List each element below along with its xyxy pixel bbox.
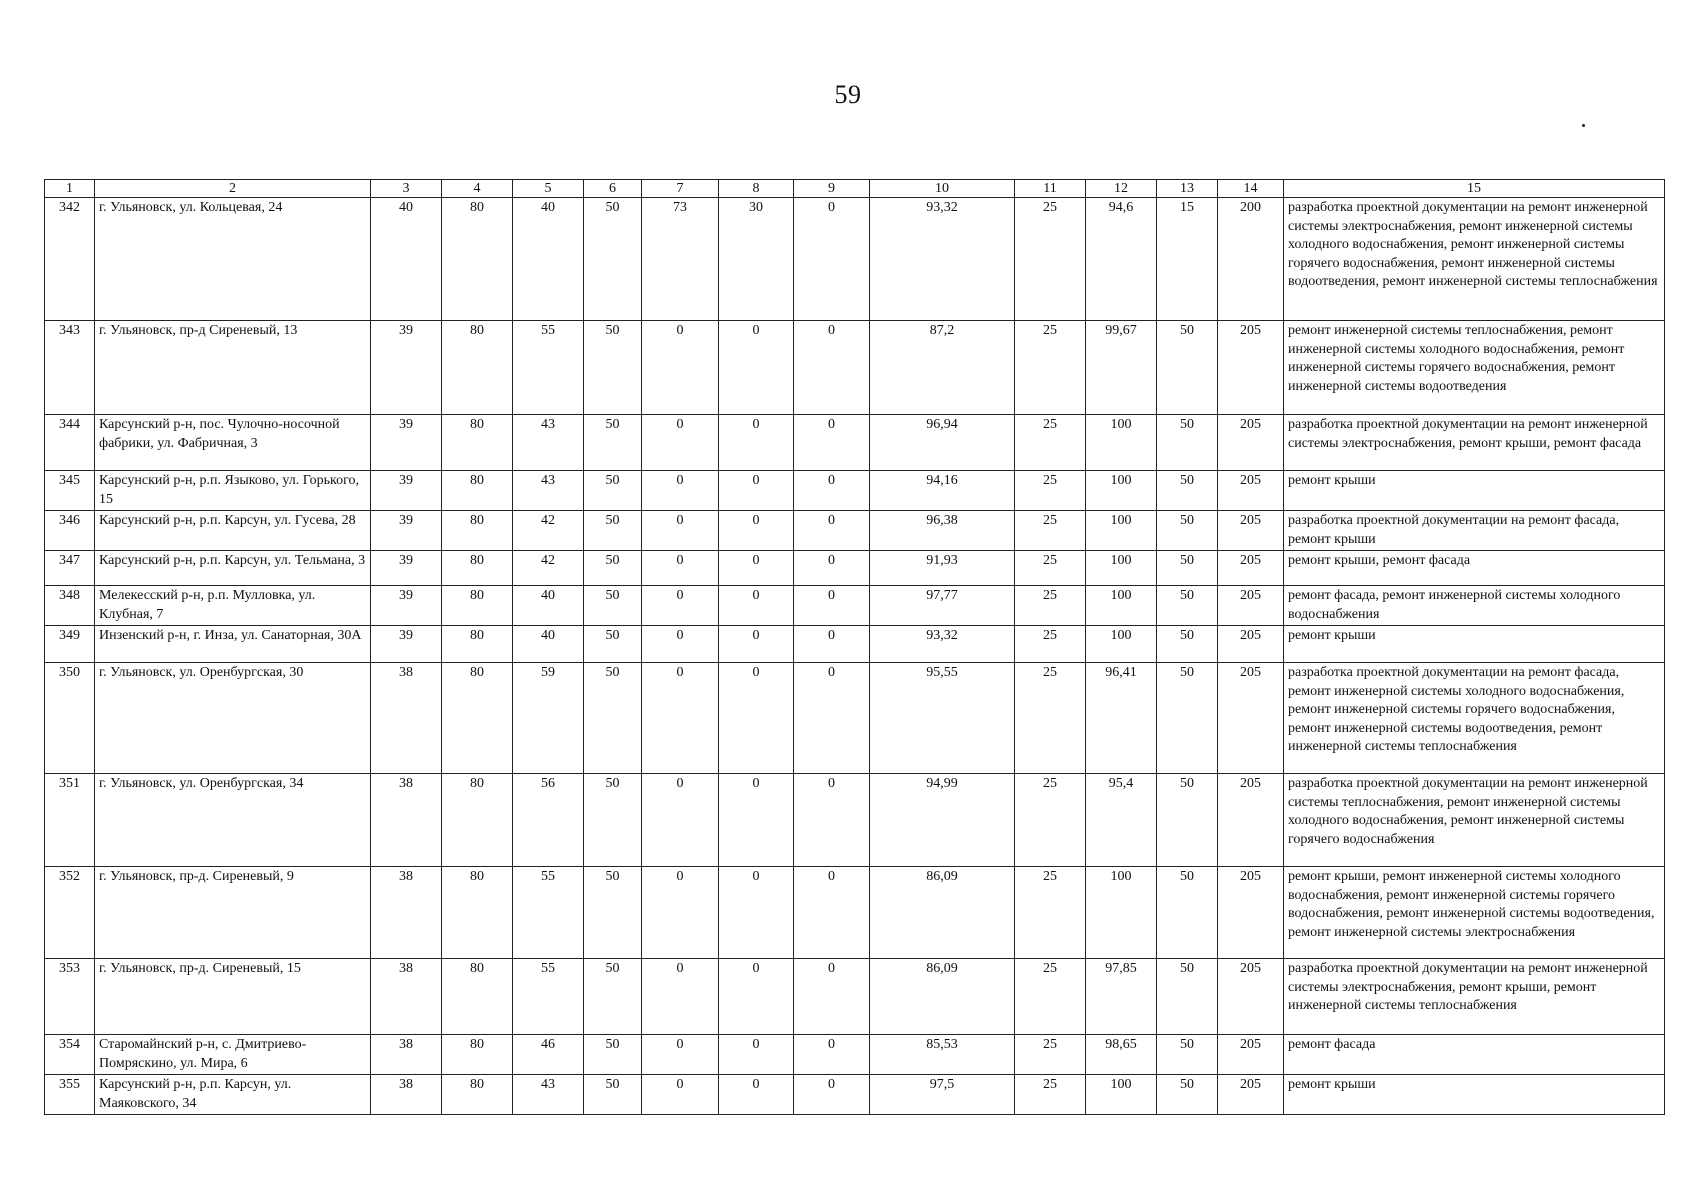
value-cell: 43 bbox=[513, 1075, 584, 1115]
table-row bbox=[45, 663, 1665, 774]
row-number-cell: 352 bbox=[45, 867, 95, 959]
value-cell: 80 bbox=[442, 774, 513, 867]
value-cell: 39 bbox=[371, 626, 442, 663]
work-description-cell: ремонт фасада, ремонт инженерной системы холодного водоснабжения bbox=[1284, 586, 1665, 626]
value-cell: 93,32 bbox=[870, 198, 1015, 321]
value-cell: 50 bbox=[1157, 774, 1218, 867]
value-cell: 100 bbox=[1086, 471, 1157, 511]
value-cell: 100 bbox=[1086, 511, 1157, 551]
value-cell: 56 bbox=[513, 774, 584, 867]
address-cell: Карсунский р-н, р.п. Карсун, ул. Тельмана, 3 bbox=[95, 551, 371, 586]
value-cell: 100 bbox=[1086, 626, 1157, 663]
value-cell: 15 bbox=[1157, 198, 1218, 321]
value-cell: 0 bbox=[719, 551, 794, 586]
value-cell: 86,09 bbox=[870, 959, 1015, 1035]
value-cell: 25 bbox=[1015, 586, 1086, 626]
value-cell: 39 bbox=[371, 415, 442, 471]
address-cell: Мелекесский р-н, р.п. Мулловка, ул. Клубная, 7 bbox=[95, 586, 371, 626]
value-cell: 100 bbox=[1086, 415, 1157, 471]
value-cell: 50 bbox=[584, 626, 642, 663]
work-description-cell: ремонт фасада bbox=[1284, 1035, 1665, 1075]
value-cell: 50 bbox=[1157, 663, 1218, 774]
scan-speck bbox=[1582, 124, 1585, 127]
table-row bbox=[45, 321, 1665, 415]
value-cell: 50 bbox=[1157, 626, 1218, 663]
value-cell: 43 bbox=[513, 471, 584, 511]
value-cell: 25 bbox=[1015, 321, 1086, 415]
value-cell: 38 bbox=[371, 1075, 442, 1115]
value-cell: 50 bbox=[1157, 471, 1218, 511]
value-cell: 0 bbox=[719, 471, 794, 511]
value-cell: 39 bbox=[371, 471, 442, 511]
value-cell: 0 bbox=[642, 663, 719, 774]
value-cell: 25 bbox=[1015, 867, 1086, 959]
value-cell: 46 bbox=[513, 1035, 584, 1075]
value-cell: 0 bbox=[719, 774, 794, 867]
value-cell: 100 bbox=[1086, 586, 1157, 626]
value-cell: 0 bbox=[642, 586, 719, 626]
value-cell: 38 bbox=[371, 867, 442, 959]
value-cell: 80 bbox=[442, 471, 513, 511]
value-cell: 50 bbox=[584, 511, 642, 551]
value-cell: 55 bbox=[513, 959, 584, 1035]
value-cell: 0 bbox=[794, 511, 870, 551]
value-cell: 205 bbox=[1218, 586, 1284, 626]
page-number: 59 bbox=[834, 80, 862, 109]
value-cell: 80 bbox=[442, 551, 513, 586]
value-cell: 50 bbox=[584, 959, 642, 1035]
value-cell: 25 bbox=[1015, 471, 1086, 511]
value-cell: 99,67 bbox=[1086, 321, 1157, 415]
value-cell: 98,65 bbox=[1086, 1035, 1157, 1075]
value-cell: 0 bbox=[719, 321, 794, 415]
value-cell: 42 bbox=[513, 511, 584, 551]
value-cell: 95,55 bbox=[870, 663, 1015, 774]
value-cell: 50 bbox=[584, 774, 642, 867]
value-cell: 50 bbox=[1157, 867, 1218, 959]
value-cell: 39 bbox=[371, 511, 442, 551]
value-cell: 205 bbox=[1218, 774, 1284, 867]
value-cell: 25 bbox=[1015, 626, 1086, 663]
value-cell: 205 bbox=[1218, 415, 1284, 471]
address-cell: Старомайнский р-н, с. Дмитриево-Помряскино, ул. Мира, 6 bbox=[95, 1035, 371, 1075]
address-cell: Карсунский р-н, р.п. Карсун, ул. Гусева, 28 bbox=[95, 511, 371, 551]
value-cell: 0 bbox=[794, 551, 870, 586]
value-cell: 59 bbox=[513, 663, 584, 774]
value-cell: 50 bbox=[584, 1075, 642, 1115]
work-description-cell: разработка проектной документации на ремонт фасада, ремонт инженерной системы холодного водоснабжения, ремонт инженерной системы горячего водоснабжения, ремонт инженерной системы водоотведения, ремонт инженерной системы теплоснабжения bbox=[1284, 663, 1665, 774]
value-cell: 80 bbox=[442, 415, 513, 471]
value-cell: 50 bbox=[584, 321, 642, 415]
value-cell: 0 bbox=[642, 1035, 719, 1075]
row-number-cell: 351 bbox=[45, 774, 95, 867]
value-cell: 80 bbox=[442, 586, 513, 626]
value-cell: 25 bbox=[1015, 1035, 1086, 1075]
value-cell: 38 bbox=[371, 774, 442, 867]
value-cell: 40 bbox=[513, 626, 584, 663]
value-cell: 50 bbox=[584, 1035, 642, 1075]
value-cell: 0 bbox=[794, 415, 870, 471]
value-cell: 0 bbox=[719, 1035, 794, 1075]
table-row bbox=[45, 471, 1665, 511]
value-cell: 0 bbox=[794, 1035, 870, 1075]
row-number-cell: 346 bbox=[45, 511, 95, 551]
value-cell: 205 bbox=[1218, 1075, 1284, 1115]
value-cell: 205 bbox=[1218, 511, 1284, 551]
value-cell: 0 bbox=[794, 774, 870, 867]
value-cell: 0 bbox=[642, 551, 719, 586]
value-cell: 0 bbox=[794, 867, 870, 959]
value-cell: 73 bbox=[642, 198, 719, 321]
column-header: 3 bbox=[371, 180, 442, 198]
column-header: 10 bbox=[870, 180, 1015, 198]
value-cell: 200 bbox=[1218, 198, 1284, 321]
value-cell: 50 bbox=[1157, 551, 1218, 586]
row-number-cell: 350 bbox=[45, 663, 95, 774]
column-header: 4 bbox=[442, 180, 513, 198]
value-cell: 40 bbox=[513, 198, 584, 321]
value-cell: 0 bbox=[642, 626, 719, 663]
table-row bbox=[45, 959, 1665, 1035]
value-cell: 50 bbox=[1157, 1075, 1218, 1115]
value-cell: 42 bbox=[513, 551, 584, 586]
value-cell: 25 bbox=[1015, 774, 1086, 867]
value-cell: 0 bbox=[794, 663, 870, 774]
value-cell: 0 bbox=[642, 511, 719, 551]
value-cell: 38 bbox=[371, 663, 442, 774]
value-cell: 0 bbox=[794, 1075, 870, 1115]
column-header: 7 bbox=[642, 180, 719, 198]
table-row bbox=[45, 551, 1665, 586]
value-cell: 0 bbox=[719, 511, 794, 551]
value-cell: 25 bbox=[1015, 663, 1086, 774]
value-cell: 80 bbox=[442, 663, 513, 774]
table-row bbox=[45, 626, 1665, 663]
value-cell: 95,4 bbox=[1086, 774, 1157, 867]
value-cell: 100 bbox=[1086, 867, 1157, 959]
value-cell: 205 bbox=[1218, 626, 1284, 663]
value-cell: 96,94 bbox=[870, 415, 1015, 471]
value-cell: 97,5 bbox=[870, 1075, 1015, 1115]
value-cell: 50 bbox=[584, 586, 642, 626]
work-description-cell: разработка проектной документации на ремонт инженерной системы теплоснабжения, ремонт инженерной системы холодного водоснабжения, ремонт инженерной системы горячего водоснабжения bbox=[1284, 774, 1665, 867]
value-cell: 97,77 bbox=[870, 586, 1015, 626]
value-cell: 0 bbox=[719, 1075, 794, 1115]
column-header: 8 bbox=[719, 180, 794, 198]
value-cell: 25 bbox=[1015, 415, 1086, 471]
value-cell: 0 bbox=[719, 586, 794, 626]
value-cell: 94,16 bbox=[870, 471, 1015, 511]
value-cell: 205 bbox=[1218, 959, 1284, 1035]
work-description-cell: ремонт крыши bbox=[1284, 626, 1665, 663]
value-cell: 80 bbox=[442, 511, 513, 551]
table-header-row bbox=[45, 180, 1665, 198]
work-description-cell: разработка проектной документации на ремонт фасада, ремонт крыши bbox=[1284, 511, 1665, 551]
value-cell: 85,53 bbox=[870, 1035, 1015, 1075]
value-cell: 80 bbox=[442, 1035, 513, 1075]
value-cell: 38 bbox=[371, 959, 442, 1035]
address-cell: Карсунский р-н, р.п. Карсун, ул. Маяковского, 34 bbox=[95, 1075, 371, 1115]
value-cell: 205 bbox=[1218, 663, 1284, 774]
value-cell: 80 bbox=[442, 321, 513, 415]
value-cell: 50 bbox=[584, 198, 642, 321]
row-number-cell: 355 bbox=[45, 1075, 95, 1115]
table-row bbox=[45, 867, 1665, 959]
value-cell: 91,93 bbox=[870, 551, 1015, 586]
column-header: 9 bbox=[794, 180, 870, 198]
value-cell: 0 bbox=[642, 321, 719, 415]
value-cell: 93,32 bbox=[870, 626, 1015, 663]
column-header: 13 bbox=[1157, 180, 1218, 198]
value-cell: 0 bbox=[719, 959, 794, 1035]
row-number-cell: 354 bbox=[45, 1035, 95, 1075]
value-cell: 0 bbox=[719, 626, 794, 663]
value-cell: 25 bbox=[1015, 198, 1086, 321]
repair-schedule-table bbox=[44, 179, 1665, 1115]
table-row bbox=[45, 586, 1665, 626]
row-number-cell: 342 bbox=[45, 198, 95, 321]
address-cell: Карсунский р-н, пос. Чулочно-носочной фабрики, ул. Фабричная, 3 bbox=[95, 415, 371, 471]
work-description-cell: разработка проектной документации на ремонт инженерной системы электроснабжения, ремонт инженерной системы холодного водоснабжения, ремонт инженерной системы горячего водоснабжения, ремонт инженерной системы водоотведения, ремонт инженерной системы теплоснабжения bbox=[1284, 198, 1665, 321]
value-cell: 30 bbox=[719, 198, 794, 321]
value-cell: 100 bbox=[1086, 551, 1157, 586]
table-row bbox=[45, 1075, 1665, 1115]
value-cell: 205 bbox=[1218, 321, 1284, 415]
row-number-cell: 353 bbox=[45, 959, 95, 1035]
value-cell: 38 bbox=[371, 1035, 442, 1075]
work-description-cell: ремонт крыши, ремонт фасада bbox=[1284, 551, 1665, 586]
value-cell: 100 bbox=[1086, 1075, 1157, 1115]
value-cell: 0 bbox=[794, 471, 870, 511]
address-cell: г. Ульяновск, ул. Оренбургская, 34 bbox=[95, 774, 371, 867]
table-row bbox=[45, 774, 1665, 867]
value-cell: 0 bbox=[719, 867, 794, 959]
value-cell: 96,41 bbox=[1086, 663, 1157, 774]
address-cell: Карсунский р-н, р.п. Языково, ул. Горького, 15 bbox=[95, 471, 371, 511]
work-description-cell: ремонт крыши bbox=[1284, 1075, 1665, 1115]
value-cell: 205 bbox=[1218, 471, 1284, 511]
value-cell: 50 bbox=[1157, 586, 1218, 626]
value-cell: 86,09 bbox=[870, 867, 1015, 959]
value-cell: 50 bbox=[584, 663, 642, 774]
work-description-cell: разработка проектной документации на ремонт инженерной системы электроснабжения, ремонт крыши, ремонт инженерной системы теплоснабжения bbox=[1284, 959, 1665, 1035]
value-cell: 80 bbox=[442, 198, 513, 321]
address-cell: г. Ульяновск, ул. Оренбургская, 30 bbox=[95, 663, 371, 774]
value-cell: 94,99 bbox=[870, 774, 1015, 867]
value-cell: 0 bbox=[642, 1075, 719, 1115]
row-number-cell: 347 bbox=[45, 551, 95, 586]
value-cell: 50 bbox=[584, 867, 642, 959]
value-cell: 40 bbox=[513, 586, 584, 626]
work-description-cell: ремонт крыши bbox=[1284, 471, 1665, 511]
address-cell: г. Ульяновск, пр-д Сиреневый, 13 bbox=[95, 321, 371, 415]
value-cell: 0 bbox=[794, 321, 870, 415]
row-number-cell: 349 bbox=[45, 626, 95, 663]
value-cell: 40 bbox=[371, 198, 442, 321]
value-cell: 0 bbox=[642, 867, 719, 959]
value-cell: 0 bbox=[719, 663, 794, 774]
work-description-cell: разработка проектной документации на ремонт инженерной системы электроснабжения, ремонт крыши, ремонт фасада bbox=[1284, 415, 1665, 471]
column-header: 6 bbox=[584, 180, 642, 198]
row-number-cell: 345 bbox=[45, 471, 95, 511]
column-header: 11 bbox=[1015, 180, 1086, 198]
row-number-cell: 343 bbox=[45, 321, 95, 415]
value-cell: 39 bbox=[371, 551, 442, 586]
value-cell: 87,2 bbox=[870, 321, 1015, 415]
value-cell: 25 bbox=[1015, 959, 1086, 1035]
column-header: 1 bbox=[45, 180, 95, 198]
row-number-cell: 344 bbox=[45, 415, 95, 471]
value-cell: 25 bbox=[1015, 551, 1086, 586]
value-cell: 55 bbox=[513, 867, 584, 959]
value-cell: 55 bbox=[513, 321, 584, 415]
value-cell: 39 bbox=[371, 586, 442, 626]
value-cell: 0 bbox=[794, 959, 870, 1035]
value-cell: 80 bbox=[442, 1075, 513, 1115]
value-cell: 0 bbox=[794, 586, 870, 626]
value-cell: 0 bbox=[794, 198, 870, 321]
column-header: 12 bbox=[1086, 180, 1157, 198]
row-number-cell: 348 bbox=[45, 586, 95, 626]
value-cell: 205 bbox=[1218, 867, 1284, 959]
value-cell: 80 bbox=[442, 626, 513, 663]
work-description-cell: ремонт инженерной системы теплоснабжения, ремонт инженерной системы холодного водоснабжения, ремонт инженерной системы горячего водоснабжения, ремонт инженерной системы водоотведения bbox=[1284, 321, 1665, 415]
value-cell: 94,6 bbox=[1086, 198, 1157, 321]
value-cell: 50 bbox=[1157, 1035, 1218, 1075]
value-cell: 0 bbox=[719, 415, 794, 471]
value-cell: 50 bbox=[584, 471, 642, 511]
value-cell: 0 bbox=[642, 959, 719, 1035]
table-row bbox=[45, 1035, 1665, 1075]
value-cell: 25 bbox=[1015, 1075, 1086, 1115]
value-cell: 39 bbox=[371, 321, 442, 415]
table-row bbox=[45, 511, 1665, 551]
value-cell: 50 bbox=[584, 551, 642, 586]
table-row bbox=[45, 415, 1665, 471]
address-cell: Инзенский р-н, г. Инза, ул. Санаторная, 30А bbox=[95, 626, 371, 663]
value-cell: 50 bbox=[1157, 321, 1218, 415]
value-cell: 50 bbox=[1157, 511, 1218, 551]
value-cell: 50 bbox=[584, 415, 642, 471]
work-description-cell: ремонт крыши, ремонт инженерной системы холодного водоснабжения, ремонт инженерной системы горячего водоснабжения, ремонт инженерной системы водоотведения, ремонт инженерной системы электроснабжения bbox=[1284, 867, 1665, 959]
table-row bbox=[45, 198, 1665, 321]
address-cell: г. Ульяновск, ул. Кольцевая, 24 bbox=[95, 198, 371, 321]
column-header: 14 bbox=[1218, 180, 1284, 198]
value-cell: 0 bbox=[642, 415, 719, 471]
column-header: 5 bbox=[513, 180, 584, 198]
value-cell: 25 bbox=[1015, 511, 1086, 551]
value-cell: 0 bbox=[642, 774, 719, 867]
column-header: 2 bbox=[95, 180, 371, 198]
value-cell: 0 bbox=[794, 626, 870, 663]
value-cell: 97,85 bbox=[1086, 959, 1157, 1035]
value-cell: 205 bbox=[1218, 551, 1284, 586]
value-cell: 80 bbox=[442, 959, 513, 1035]
value-cell: 205 bbox=[1218, 1035, 1284, 1075]
value-cell: 43 bbox=[513, 415, 584, 471]
value-cell: 50 bbox=[1157, 959, 1218, 1035]
column-header: 15 bbox=[1284, 180, 1665, 198]
value-cell: 80 bbox=[442, 867, 513, 959]
value-cell: 0 bbox=[642, 471, 719, 511]
value-cell: 96,38 bbox=[870, 511, 1015, 551]
address-cell: г. Ульяновск, пр-д. Сиреневый, 9 bbox=[95, 867, 371, 959]
value-cell: 50 bbox=[1157, 415, 1218, 471]
address-cell: г. Ульяновск, пр-д. Сиреневый, 15 bbox=[95, 959, 371, 1035]
